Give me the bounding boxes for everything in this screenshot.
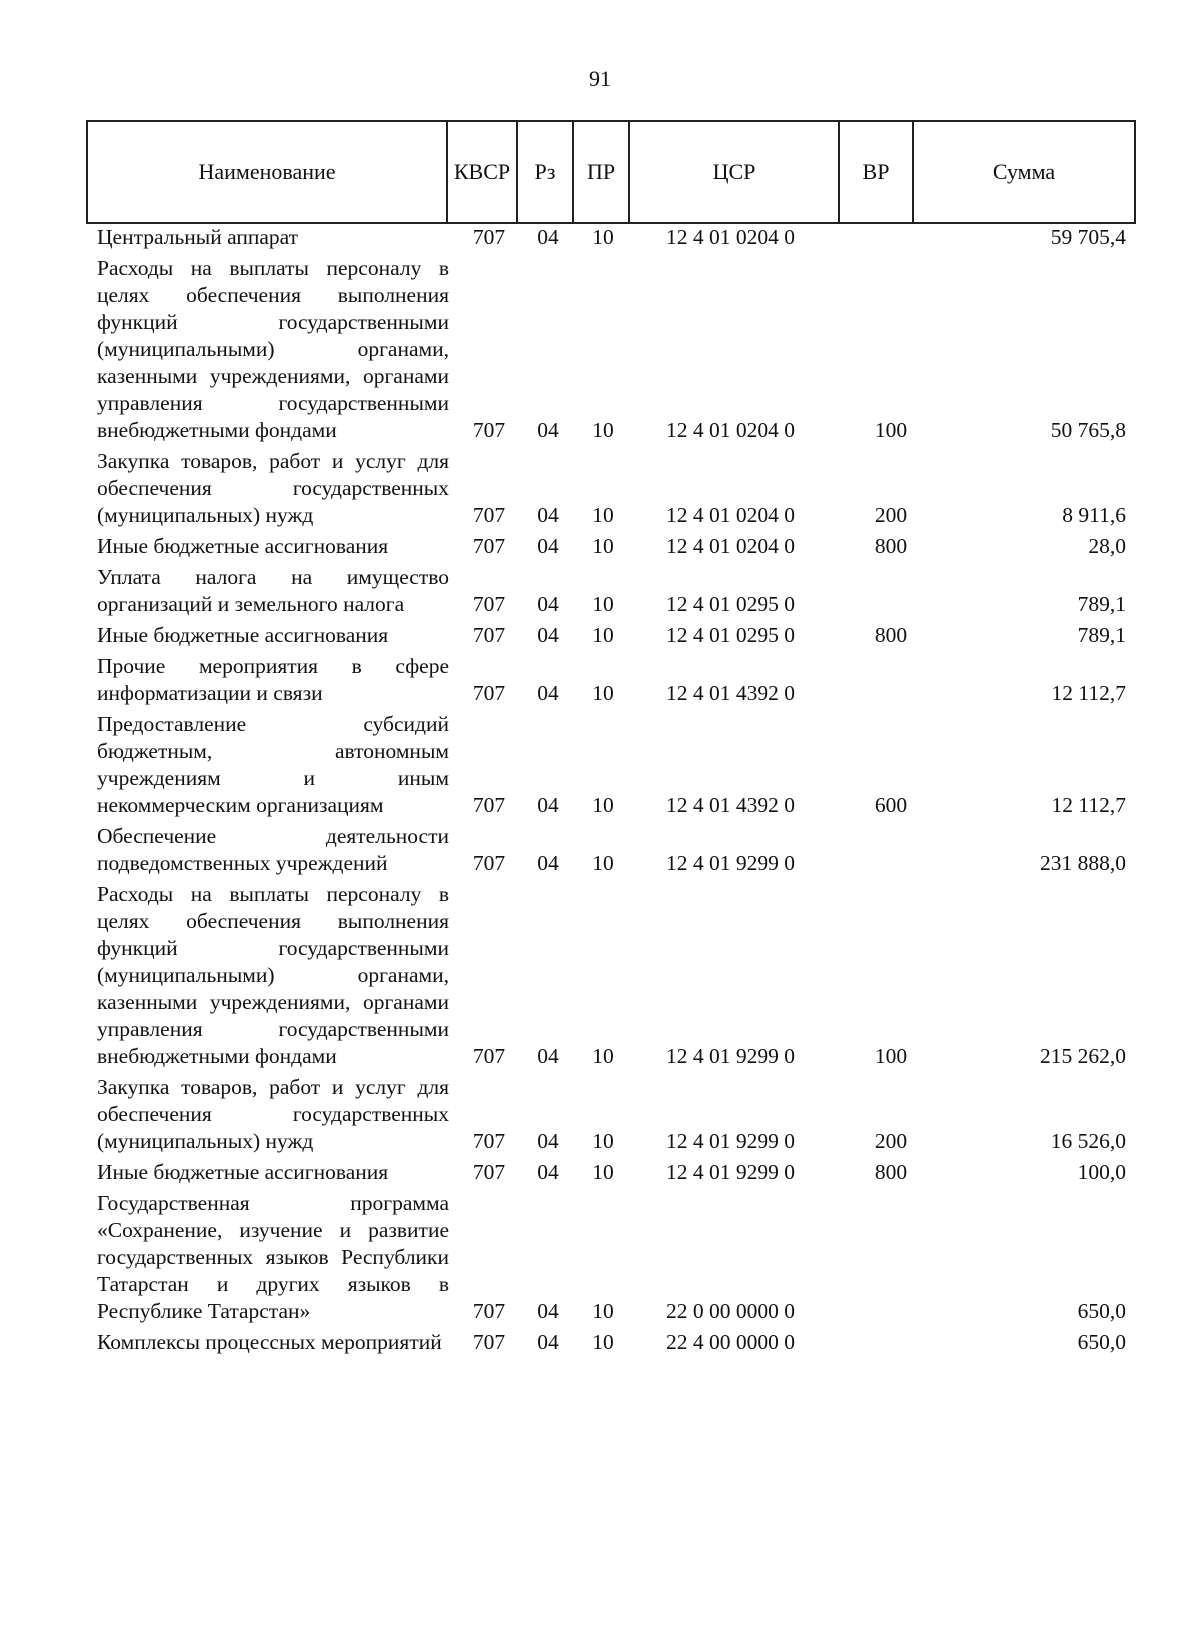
table-row [86, 448, 1136, 529]
row-rz: 04 [537, 681, 559, 705]
row-name: Уплата налога на имущество организаций и земельного налога [97, 565, 449, 616]
table-row [86, 533, 1136, 560]
row-pr: 10 [592, 592, 614, 616]
row-kvsr: 707 [472, 1160, 506, 1184]
row-name: Закупка товаров, работ и услуг для обеспечения государственных (муниципальных) нужд [97, 1075, 449, 1153]
row-kvsr: 707 [472, 851, 506, 875]
row-kvsr: 707 [472, 503, 506, 527]
row-rz: 04 [537, 418, 559, 442]
table-row [86, 1074, 1136, 1155]
row-sum: 100,0 [1077, 1160, 1126, 1184]
row-name: Расходы на выплаты персоналу в целях обеспечения выполнения функций государственными (муниципальными) органами, казенными учреждениями, органами управления государственными внебюджетными фондами [97, 882, 449, 1068]
row-pr: 10 [592, 793, 614, 817]
row-pr: 10 [592, 503, 614, 527]
row-kvsr: 707 [472, 1044, 506, 1068]
header-rz: Рз [516, 122, 572, 222]
row-pr: 10 [592, 418, 614, 442]
row-name: Центральный аппарат [97, 225, 299, 249]
row-kvsr: 707 [472, 592, 506, 616]
table-row [86, 653, 1136, 707]
row-csr: 12 4 01 9299 0 [666, 1044, 795, 1068]
row-vr: 800 [874, 1160, 908, 1184]
row-name: Иные бюджетные ассигнования [97, 534, 389, 558]
row-csr: 12 4 01 0204 0 [666, 418, 795, 442]
row-pr: 10 [592, 1044, 614, 1068]
table-row [86, 1329, 1136, 1356]
row-sum: 789,1 [1077, 623, 1126, 647]
row-kvsr: 707 [472, 418, 506, 442]
row-pr: 10 [592, 851, 614, 875]
row-csr: 12 4 01 0295 0 [666, 592, 795, 616]
row-rz: 04 [537, 851, 559, 875]
table-row [86, 711, 1136, 819]
row-pr: 10 [592, 534, 614, 558]
row-pr: 10 [592, 1129, 614, 1153]
row-sum: 650,0 [1077, 1330, 1126, 1354]
row-csr: 12 4 01 9299 0 [666, 851, 795, 875]
table-body [86, 224, 1136, 1356]
row-kvsr: 707 [472, 1330, 506, 1354]
row-pr: 10 [592, 1330, 614, 1354]
table-row [86, 255, 1136, 444]
row-rz: 04 [537, 534, 559, 558]
header-sum: Сумма [912, 122, 1134, 222]
row-pr: 10 [592, 681, 614, 705]
row-csr: 12 4 01 0204 0 [666, 225, 795, 249]
row-rz: 04 [537, 793, 559, 817]
table-row [86, 823, 1136, 877]
table-row [86, 224, 1136, 251]
row-kvsr: 707 [472, 1299, 506, 1323]
row-csr: 12 4 01 0295 0 [666, 623, 795, 647]
header-kvsr: КВСР [446, 122, 516, 222]
row-rz: 04 [537, 623, 559, 647]
row-sum: 231 888,0 [1040, 851, 1126, 875]
row-vr: 800 [874, 623, 908, 647]
table-row [86, 1159, 1136, 1186]
row-name: Прочие мероприятия в сфере информатизации и связи [97, 654, 449, 705]
row-kvsr: 707 [472, 534, 506, 558]
row-kvsr: 707 [472, 623, 506, 647]
header-csr: ЦСР [628, 122, 838, 222]
row-vr: 200 [874, 503, 908, 527]
row-pr: 10 [592, 623, 614, 647]
row-sum: 12 112,7 [1051, 681, 1126, 705]
row-pr: 10 [592, 1299, 614, 1323]
row-pr: 10 [592, 1160, 614, 1184]
row-vr: 100 [874, 418, 908, 442]
row-csr: 12 4 01 0204 0 [666, 534, 795, 558]
row-name: Расходы на выплаты персоналу в целях обеспечения выполнения функций государственными (муниципальными) органами, казенными учреждениями, органами управления государственными внебюджетными фондами [97, 256, 449, 442]
row-sum: 50 765,8 [1050, 418, 1126, 442]
table-row [86, 564, 1136, 618]
header-pr: ПР [572, 122, 628, 222]
table-row [86, 1190, 1136, 1325]
row-sum: 789,1 [1077, 592, 1126, 616]
row-rz: 04 [537, 1299, 559, 1323]
row-sum: 12 112,7 [1051, 793, 1126, 817]
row-sum: 8 911,6 [1062, 503, 1126, 527]
row-rz: 04 [537, 225, 559, 249]
row-sum: 28,0 [1088, 534, 1126, 558]
row-csr: 12 4 01 4392 0 [666, 793, 795, 817]
row-sum: 650,0 [1077, 1299, 1126, 1323]
row-sum: 215 262,0 [1040, 1044, 1126, 1068]
row-rz: 04 [537, 1129, 559, 1153]
row-csr: 12 4 01 0204 0 [666, 503, 795, 527]
row-name: Иные бюджетные ассигнования [97, 623, 389, 647]
header-name: Наименование [198, 159, 336, 184]
page-number: 91 [589, 66, 611, 91]
row-kvsr: 707 [472, 681, 506, 705]
row-vr: 100 [874, 1044, 908, 1068]
row-name: Комплексы процессных мероприятий [97, 1330, 442, 1354]
row-name: Государственная программа «Сохранение, изучение и развитие государственных языков Республики Татарстан и других языков в Республике Татарстан» [97, 1191, 449, 1323]
header-vr: ВР [838, 122, 912, 222]
row-csr: 12 4 01 9299 0 [666, 1129, 795, 1153]
row-csr: 12 4 01 9299 0 [666, 1160, 795, 1184]
row-name: Иные бюджетные ассигнования [97, 1160, 389, 1184]
row-pr: 10 [592, 225, 614, 249]
row-kvsr: 707 [472, 1129, 506, 1153]
row-kvsr: 707 [472, 225, 506, 249]
table-row [86, 881, 1136, 1070]
row-vr: 600 [874, 793, 908, 817]
row-sum: 16 526,0 [1050, 1129, 1126, 1153]
row-csr: 22 4 00 0000 0 [666, 1330, 795, 1354]
row-name: Закупка товаров, работ и услуг для обеспечения государственных (муниципальных) нужд [97, 449, 449, 527]
row-rz: 04 [537, 592, 559, 616]
table-header [86, 120, 1136, 224]
row-csr: 22 0 00 0000 0 [666, 1299, 795, 1323]
table-row [86, 622, 1136, 649]
row-csr: 12 4 01 4392 0 [666, 681, 795, 705]
row-rz: 04 [537, 1044, 559, 1068]
row-rz: 04 [537, 503, 559, 527]
row-sum: 59 705,4 [1050, 225, 1126, 249]
row-rz: 04 [537, 1330, 559, 1354]
row-rz: 04 [537, 1160, 559, 1184]
row-vr: 800 [874, 534, 908, 558]
row-vr: 200 [874, 1129, 908, 1153]
row-kvsr: 707 [472, 793, 506, 817]
row-name: Предоставление субсидий бюджетным, автономным учреждениям и иным некоммерческим организациям [97, 712, 449, 817]
row-name: Обеспечение деятельности подведомственных учреждений [97, 824, 449, 875]
